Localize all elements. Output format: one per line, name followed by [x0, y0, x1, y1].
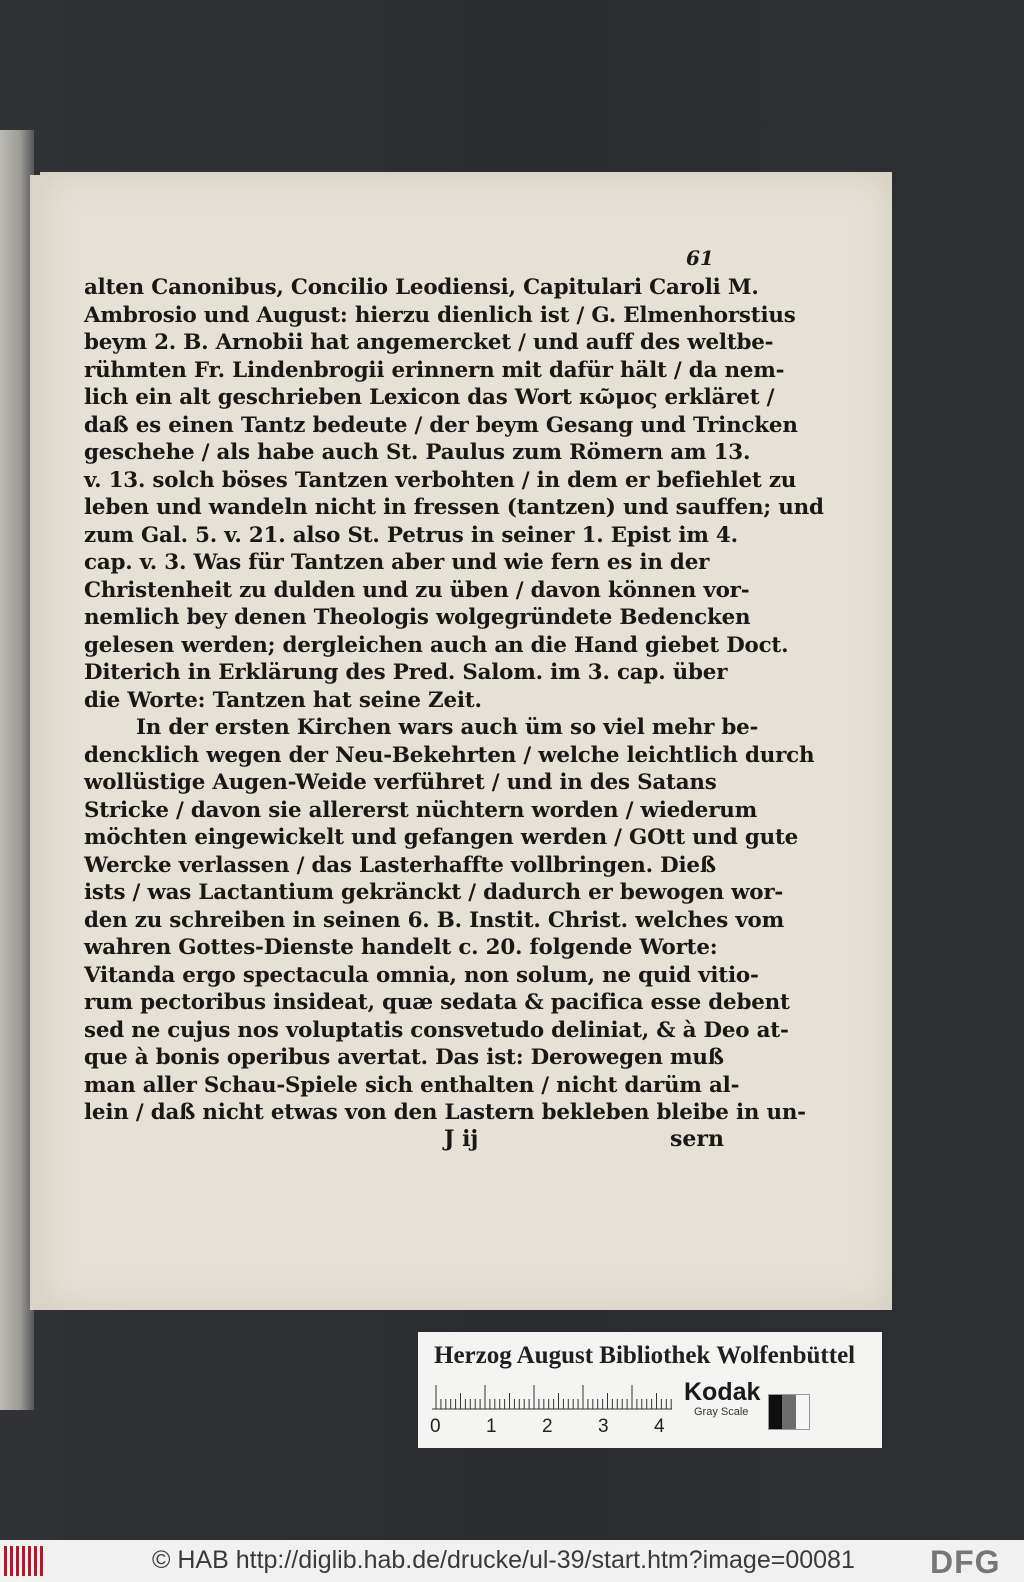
text-line: nemlich bey denen Theologis wolgegründete Bedencken: [84, 605, 751, 630]
text-line: zum Gal. 5. v. 21. also St. Petrus in seiner 1. Epist im 4.: [84, 522, 738, 548]
ruler-number: 4: [654, 1416, 665, 1437]
text-line: Ambrosio und August: hierzu dienlich ist / G. Elmenhorstius: [84, 302, 796, 328]
color-calibration-card: [418, 1332, 882, 1448]
text-line: rum pectoribus insideat, quæ sedata & pacifica esse debent: [84, 990, 790, 1015]
ruler-number: 0: [430, 1416, 441, 1437]
text-line: die Worte: Tantzen hat seine Zeit.: [84, 687, 482, 713]
text-line: que à bonis operibus avertat. Das ist: Derowegen muß: [84, 1045, 724, 1070]
ruler-number: 1: [486, 1416, 497, 1437]
footer-link[interactable]: © HAB http://diglib.hab.de/drucke/ul-39/start.htm?image=00081: [152, 1546, 855, 1574]
ruler-number: 2: [542, 1416, 553, 1437]
page-text: [84, 274, 824, 1127]
text-line: In der ersten Kirchen wars auch üm so viel mehr be-: [136, 715, 759, 740]
text-line: geschehe / als habe auch St. Paulus zum Römern am 13.: [84, 440, 751, 465]
text-line: alten Canonibus, Concilio Leodiensi, Capitulari Caroli M.: [84, 275, 759, 300]
text-line: leben und wandeln nicht in fressen (tantzen) und sauffen; und: [84, 495, 824, 520]
text-line: ists / was Lactantium gekränckt / dadurch er bewogen wor-: [84, 880, 784, 905]
text-line: den zu schreiben in seinen 6. B. Instit. Christ. welches vom: [84, 907, 785, 933]
text-line: Christenheit zu dulden und zu üben / davon können vor-: [84, 577, 750, 603]
previous-page-edge: [0, 130, 34, 1410]
signature-mark: J ij: [444, 1126, 479, 1152]
text-line: Vitanda ergo spectacula omnia, non solum, ne quid vitio-: [84, 962, 759, 988]
text-line: sed ne cujus nos voluptatis consvetudo deliniat, & à Deo at-: [84, 1017, 789, 1043]
text-line: dencklich wegen der Neu-Bekehrten / welche leichtlich durch: [84, 742, 815, 768]
text-line: wollüstige Augen-Weide verführet / und in des Satans: [84, 770, 717, 795]
dfg-logo: DFG: [930, 1544, 1001, 1580]
text-line: lich ein alt geschrieben Lexicon das Wort κῶμος erkläret /: [84, 385, 775, 410]
page-number: 61: [686, 246, 714, 270]
text-line: man aller Schau-Spiele sich enthalten / nicht darüm al-: [84, 1072, 740, 1098]
library-name: Herzog August Bibliothek Wolfenbüttel: [434, 1342, 856, 1369]
text-line: rühmten Fr. Lindenbrogii erinnern mit dafür hält / da nem-: [84, 357, 785, 383]
ruler-scale: [432, 1384, 672, 1410]
text-line: Diterich in Erklärung des Pred. Salom. im 3. cap. über: [84, 660, 728, 685]
barcode-icon: [4, 1546, 48, 1576]
text-line: gelesen werden; dergleichen auch an die Hand giebet Doct.: [84, 632, 789, 658]
catchword: sern: [670, 1126, 724, 1152]
text-line: lein / daß nicht etwas von den Lastern bekleben bleibe in un-: [84, 1100, 806, 1125]
text-line: cap. v. 3. Was für Tantzen aber und wie fern es in der: [84, 550, 710, 575]
text-line: wahren Gottes-Dienste handelt c. 20. folgende Worte:: [84, 935, 718, 960]
text-line: v. 13. solch böses Tantzen verbohten / in dem er befiehlet zu: [84, 467, 797, 493]
text-line: daß es einen Tantz bedeute / der beym Gesang und Trincken: [84, 412, 798, 438]
ruler-number: 3: [598, 1416, 609, 1437]
text-line: Wercke verlassen / das Lasterhaffte vollbringen. Dieß: [84, 852, 716, 878]
footer-bar: [0, 1540, 1024, 1582]
kodak-logo: Kodak: [684, 1378, 761, 1406]
gray-scale-label: Gray Scale: [694, 1406, 749, 1418]
text-line: beym 2. B. Arnobii hat angemercket / und auff des weltbe-: [84, 330, 774, 355]
text-line: möchten eingewickelt und gefangen werden / GOtt und gute: [84, 825, 799, 850]
gray-scale-swatch: [768, 1394, 810, 1430]
text-line: Stricke / davon sie allererst nüchtern worden / wiederum: [84, 797, 758, 823]
